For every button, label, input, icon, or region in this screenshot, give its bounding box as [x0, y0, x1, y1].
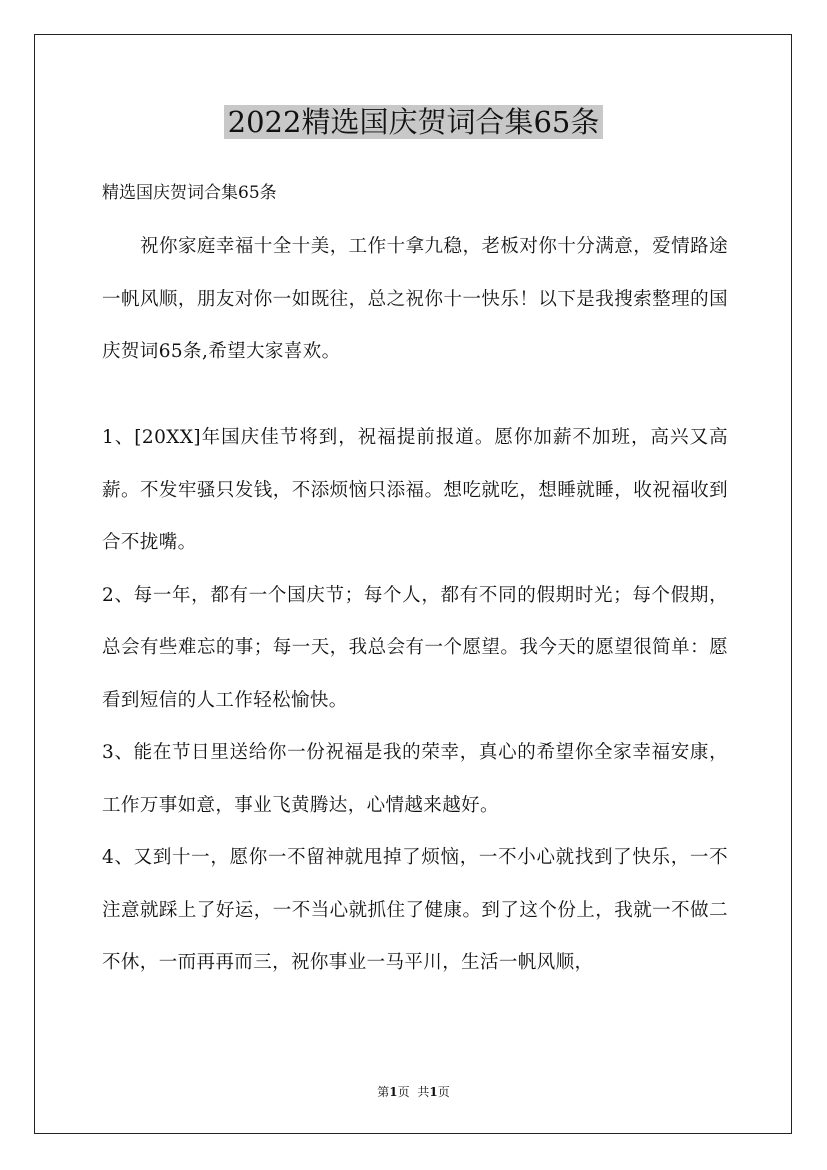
document-title: [0, 100, 827, 144]
document-title-text: 2022精选国庆贺词合集65条: [224, 105, 604, 139]
footer-total-prefix: 共: [417, 1085, 430, 1099]
footer-page-number: 1: [389, 1085, 398, 1099]
page-footer: [0, 1082, 827, 1102]
footer-page-suffix: 页: [397, 1085, 410, 1099]
list-item: 4、又到十一，愿你一不留神就甩掉了烦恼，一不小心就找到了快乐，一不注意就踩上了好运，一不当心就抓住了健康。到了这个份上，我就一不做二不休，一而再再而三，祝你事业一马平川，生活一帆风顺，: [102, 847, 728, 973]
document-subtitle: 精选国庆贺词合集65条: [102, 183, 277, 203]
list-item: 2、每一年，都有一个国庆节；每个人，都有不同的假期时光；每个假期，总会有些难忘的事；每一天，我总会有一个愿望。我今天的愿望很简单：愿看到短信的人工作轻松愉快。: [102, 584, 728, 711]
greetings-list: [102, 412, 728, 990]
list-item: 1、[20XX]年国庆佳节将到，祝福提前报道。愿你加薪不加班，高兴又高薪。不发牢骚只发钱，不添烦恼只添福。想吃就吃，想睡就睡，收祝福收到合不拢嘴。: [102, 427, 728, 553]
footer-page-prefix: 第: [377, 1085, 390, 1099]
intro-paragraph: 祝你家庭幸福十全十美，工作十拿九稳，老板对你十分满意，爱情路途一帆风顺，朋友对你一如既往，总之祝你十一快乐！以下是我搜索整理的国庆贺词65条,希望大家喜欢。: [102, 236, 728, 362]
list-item: 3、能在节日里送给你一份祝福是我的荣幸，真心的希望你全家幸福安康，工作万事如意，事业飞黄腾达，心情越来越好。: [102, 742, 728, 816]
footer-total-number: 1: [429, 1085, 438, 1099]
footer-total-suffix: 页: [437, 1085, 450, 1099]
